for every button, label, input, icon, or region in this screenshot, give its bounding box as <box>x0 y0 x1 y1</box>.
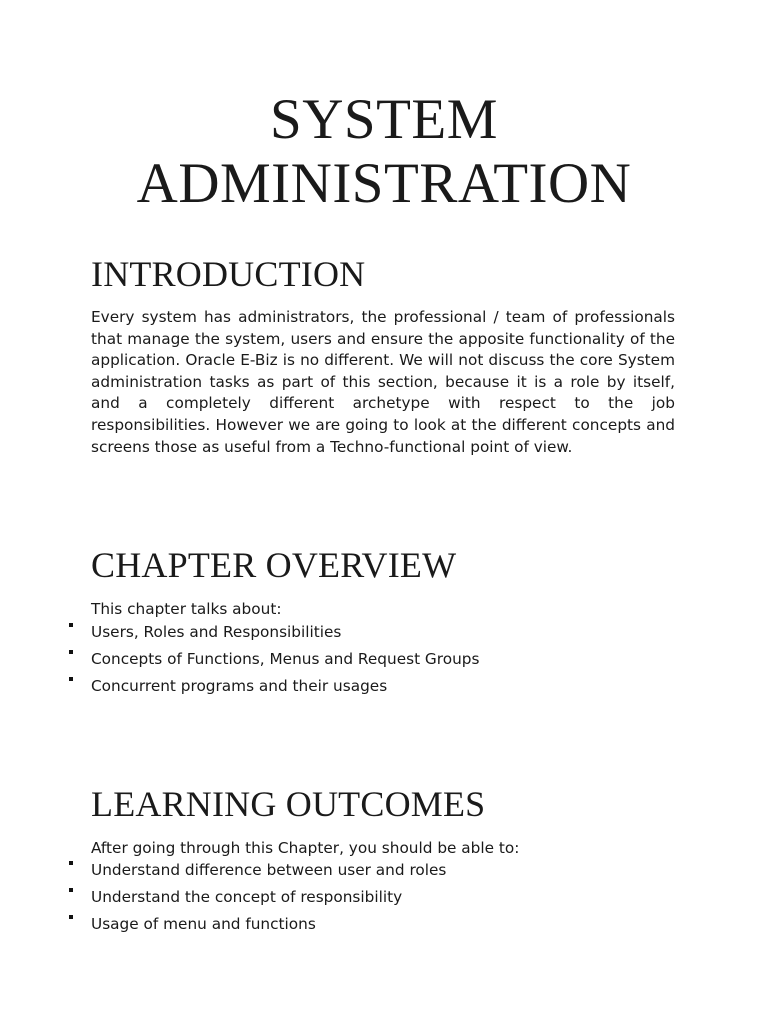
page-title-line-2: ADMINISTRATION <box>136 152 632 215</box>
list-item-text: Concepts of Functions, Menus and Request Groups <box>91 650 480 668</box>
chapter-overview-list <box>0 622 768 703</box>
learning-outcomes-heading: LEARNING OUTCOMES <box>91 784 486 824</box>
list-item-text: Understand difference between user and roles <box>91 861 447 879</box>
chapter-overview-lead: This chapter talks about: <box>91 600 282 618</box>
list-item <box>0 887 768 914</box>
bullet-icon <box>69 915 73 919</box>
chapter-overview-heading: CHAPTER OVERVIEW <box>91 545 457 585</box>
list-item <box>0 622 768 649</box>
page-title-line-1: SYSTEM <box>270 88 498 151</box>
list-item <box>0 914 768 941</box>
list-item-text: Concurrent programs and their usages <box>91 677 388 695</box>
list-item <box>0 649 768 676</box>
bullet-icon <box>69 677 73 681</box>
introduction-paragraph: Every system has administrators, the professional / team of professionals that manage the system, users and ensure the apposite functionality of the application. Oracle E-Biz is no different. We will not discuss the core System administration tasks as part of this section, because it is a role by itself, and a completely different archetype with respect to the job responsibilities. However we are going to look at the different concepts and screens those as useful from a Techno-functional point of view. <box>91 308 675 456</box>
page-title <box>0 88 768 216</box>
bullet-icon <box>69 888 73 892</box>
learning-outcomes-list <box>0 860 768 941</box>
introduction-heading: INTRODUCTION <box>91 254 366 294</box>
list-item <box>0 676 768 703</box>
bullet-icon <box>69 861 73 865</box>
learning-outcomes-lead: After going through this Chapter, you should be able to: <box>91 839 520 857</box>
list-item-text: Understand the concept of responsibility <box>91 888 403 906</box>
list-item <box>0 860 768 887</box>
list-item-text: Users, Roles and Responsibilities <box>91 623 342 641</box>
list-item-text: Usage of menu and functions <box>91 915 316 933</box>
bullet-icon <box>69 623 73 627</box>
bullet-icon <box>69 650 73 654</box>
